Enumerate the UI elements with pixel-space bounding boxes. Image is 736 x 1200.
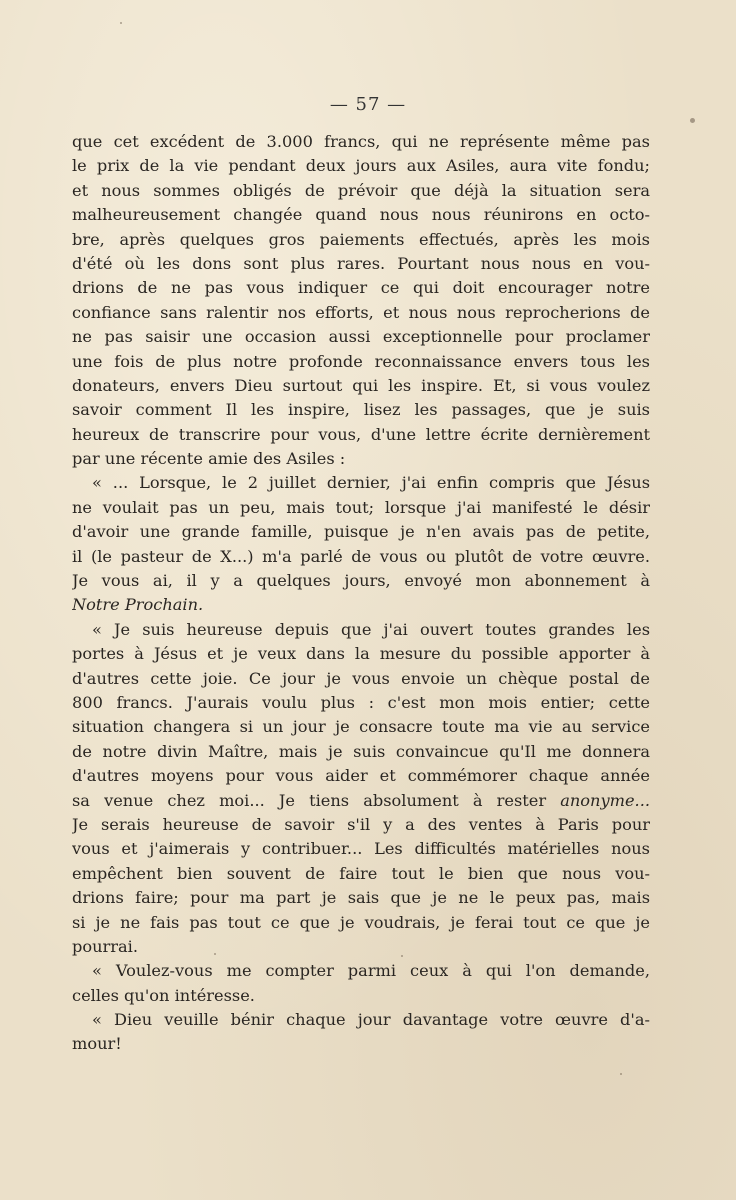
text-line: d'autres moyens pour vous aider et commémorer chaque année [72, 766, 650, 786]
italic-segment: anonyme... [560, 790, 650, 810]
paper-speck [401, 955, 403, 957]
text-line: d'autres cette joie. Ce jour je vous envoie un chèque postal de [72, 668, 650, 688]
paper-speck [620, 1073, 622, 1075]
text-line: portes à Jésus et je veux dans la mesure du possible apporter à [72, 644, 650, 664]
paper-speck [690, 118, 695, 123]
text-line: mour! [72, 1034, 122, 1054]
body-text [72, 130, 650, 1057]
text-line: que cet excédent de 3.000 francs, qui ne représente même pas [72, 132, 650, 151]
text-line: Je serais heureuse de savoir s'il y a des ventes à Paris pour [72, 814, 650, 834]
page-number: — 57 — [329, 94, 407, 115]
text-line: bre, après quelques gros paiements effectués, après les mois [72, 229, 650, 249]
text-line-mixed [72, 789, 650, 813]
text-line: d'été où les dons sont plus rares. Pourtant nous nous en vou- [72, 253, 650, 273]
text-line: situation changera si un jour je consacre toute ma vie au service [72, 717, 650, 737]
text-line: celles qu'on intéresse. [72, 985, 255, 1005]
text-line: donateurs, envers Dieu surtout qui les inspire. Et, si vous voulez [72, 375, 650, 395]
text-line: « Voulez-vous me compter parmi ceux à qui l'on demande, [92, 961, 650, 981]
text-line: Je vous ai, il y a quelques jours, envoyé mon abonnement à [72, 571, 650, 591]
text-line: pourrai. [72, 936, 138, 956]
text-line: par une récente amie des Asiles : [72, 449, 346, 469]
text-line: drions de ne pas vous indiquer ce qui doit encourager notre [72, 278, 650, 298]
paper-speck [214, 953, 216, 955]
text-line: et nous sommes obligés de prévoir que déjà la situation sera [72, 180, 650, 200]
text-line-italic: Notre Prochain. [72, 595, 204, 615]
text-line: 800 francs. J'aurais voulu plus : c'est mon mois entier; cette [72, 692, 650, 712]
text-line: confiance sans ralentir nos efforts, et nous nous reprocherions de [72, 302, 650, 322]
text-line: savoir comment Il les inspire, lisez les passages, que je suis [72, 400, 650, 420]
text-line: d'avoir une grande famille, puisque je n'en avais pas de petite, [72, 522, 650, 542]
text-line: une fois de plus notre profonde reconnaissance envers tous les [72, 351, 650, 371]
text-line: de notre divin Maître, mais je suis convaincue qu'Il me donnera [72, 741, 650, 761]
text-line: « ... Lorsque, le 2 juillet dernier, j'ai enfin compris que Jésus [92, 473, 650, 493]
text-line: drions faire; pour ma part je sais que je ne le peux pas, mais [72, 888, 650, 908]
paper-speck [120, 22, 122, 24]
text-line: vous et j'aimerais y contribuer... Les difficultés matérielles nous [72, 839, 650, 859]
text-line: il (le pasteur de X...) m'a parlé de vous ou plutôt de votre œuvre. [72, 546, 650, 566]
text-segment: sa venue chez moi... Je tiens absolument à rester [72, 790, 561, 810]
text-line: ne pas saisir une occasion aussi exceptionnelle pour proclamer [72, 327, 650, 347]
text-line: malheureusement changée quand nous nous réunirons en octo- [72, 205, 650, 225]
text-line: « Dieu veuille bénir chaque jour davantage votre œuvre d'a- [92, 1010, 650, 1030]
text-line: « Je suis heureuse depuis que j'ai ouvert toutes grandes les [92, 619, 650, 639]
text-line: ne voulait pas un peu, mais tout; lorsque j'ai manifesté le désir [72, 497, 650, 517]
text-line: si je ne fais pas tout ce que je voudrais, je ferai tout ce que je [72, 912, 650, 932]
text-line: empêchent bien souvent de faire tout le bien que nous vou- [72, 863, 650, 883]
text-line: le prix de la vie pendant deux jours aux Asiles, aura vite fondu; [72, 156, 650, 176]
text-line: heureux de transcrire pour vous, d'une lettre écrite dernièrement [72, 424, 650, 444]
